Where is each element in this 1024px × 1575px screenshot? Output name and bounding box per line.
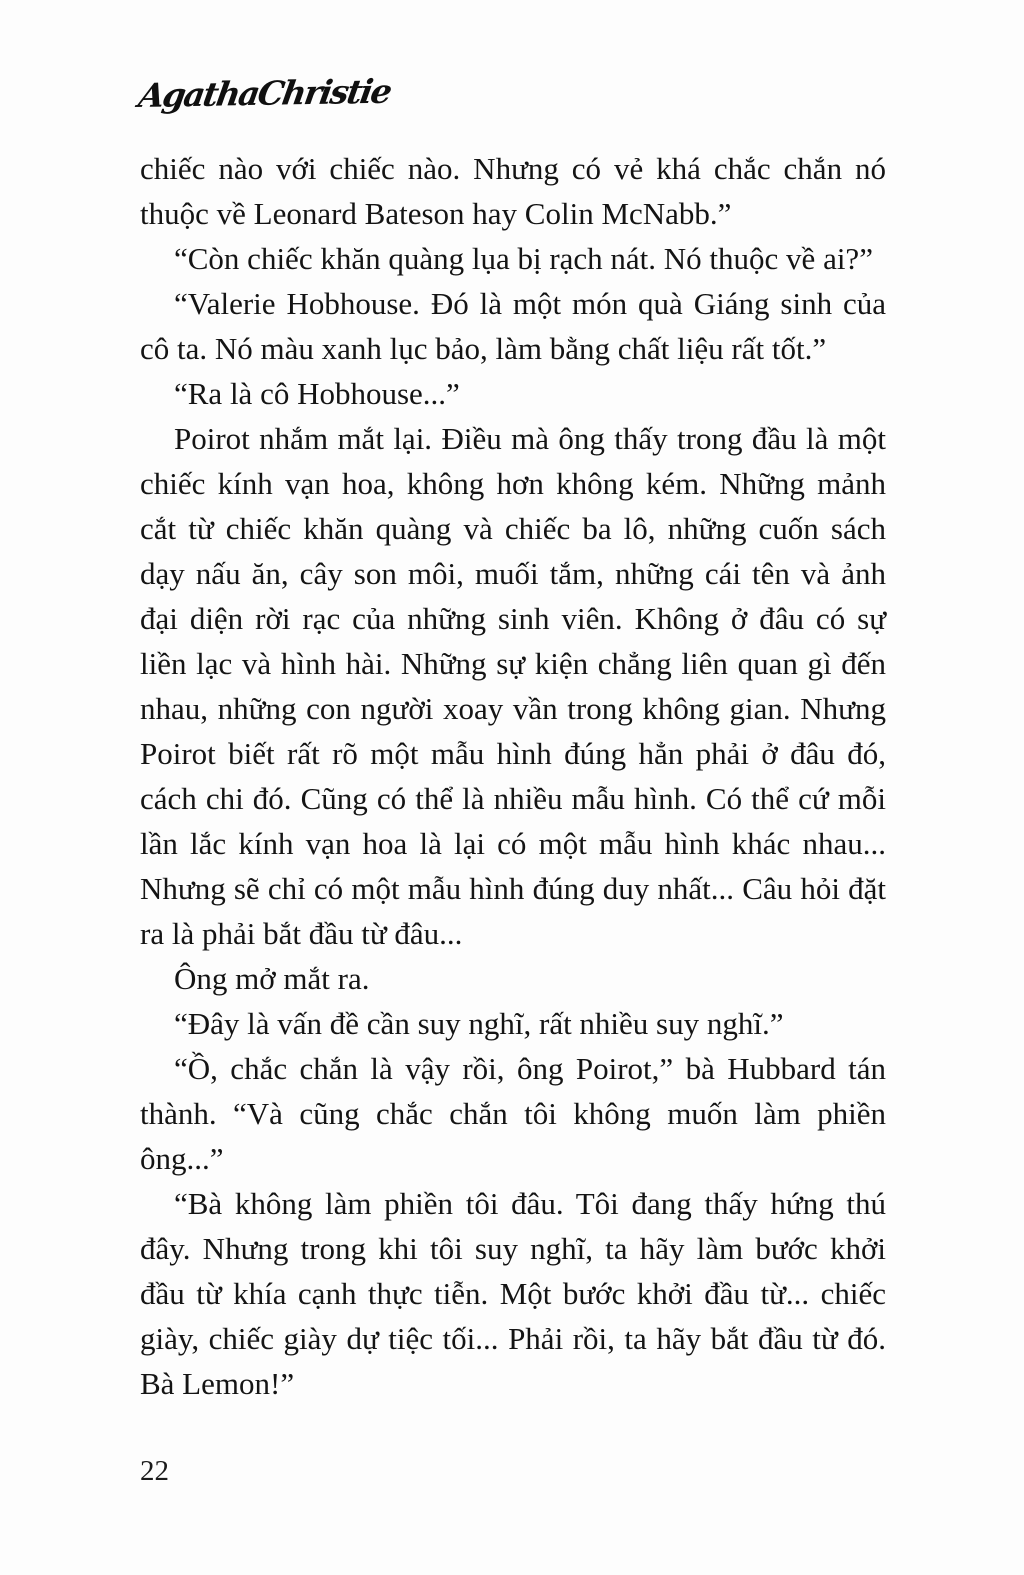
paragraph: “Ra là cô Hobhouse...” bbox=[174, 376, 460, 411]
agatha-christie-signature-logo bbox=[136, 72, 393, 115]
paragraph: “Còn chiếc khăn quàng lụa bị rạch nát. Nó thuộc về ai?” bbox=[174, 241, 873, 276]
paragraph: “Ồ, chắc chắn là vậy rồi, ông Poirot,” bà Hubbard tán thành. “Và cũng chắc chắn tôi không muốn làm phiền ông...” bbox=[140, 1051, 886, 1176]
paragraph: Poirot nhắm mắt lại. Điều mà ông thấy trong đầu là một chiếc kính vạn hoa, không hơn không kém. Những mảnh cắt từ chiếc khăn quàng và chiếc ba lô, những cuốn sách dạy nấu ăn, cây son môi, muối tắm, những cái tên và ảnh đại diện rời rạc của những sinh viên. Không ở đâu có sự liền lạc và hình hài. Những sự kiện chẳng liên quan gì đến nhau, những con người xoay vần trong không gian. Nhưng Poirot biết rất rõ một mẫu hình đúng hẳn phải ở đâu đó, cách chi đó. Cũng có thể là nhiều mẫu hình. Có thể cứ mỗi lần lắc kính vạn hoa là lại có một mẫu hình khác nhau... Nhưng sẽ chỉ có một mẫu hình đúng duy nhất... Câu hỏi đặt ra là phải bắt đầu từ đâu... bbox=[140, 421, 886, 951]
paragraph: “Đây là vấn đề cần suy nghĩ, rất nhiều suy nghĩ.” bbox=[174, 1006, 784, 1041]
body-text bbox=[140, 146, 886, 1406]
paragraph: chiếc nào với chiếc nào. Nhưng có vẻ khá chắc chắn nó thuộc về Leonard Bateson hay Colin McNabb.” bbox=[140, 151, 886, 231]
paragraph: “Bà không làm phiền tôi đâu. Tôi đang thấy hứng thú đây. Nhưng trong khi tôi suy nghĩ, ta hãy làm bước khởi đầu từ khía cạnh thực tiễn. Một bước khởi đầu từ... chiếc giày, chiếc giày dự tiệc tối... Phải rồi, ta hãy bắt đầu từ đó. Bà Lemon!” bbox=[140, 1186, 886, 1401]
paragraph: “Valerie Hobhouse. Đó là một món quà Giáng sinh của cô ta. Nó màu xanh lục bảo, làm bằng chất liệu rất tốt.” bbox=[140, 286, 886, 366]
logo-text: AgathaChristie bbox=[136, 71, 394, 115]
page-number: 22 bbox=[140, 1455, 169, 1487]
paragraph: Ông mở mắt ra. bbox=[174, 961, 370, 996]
